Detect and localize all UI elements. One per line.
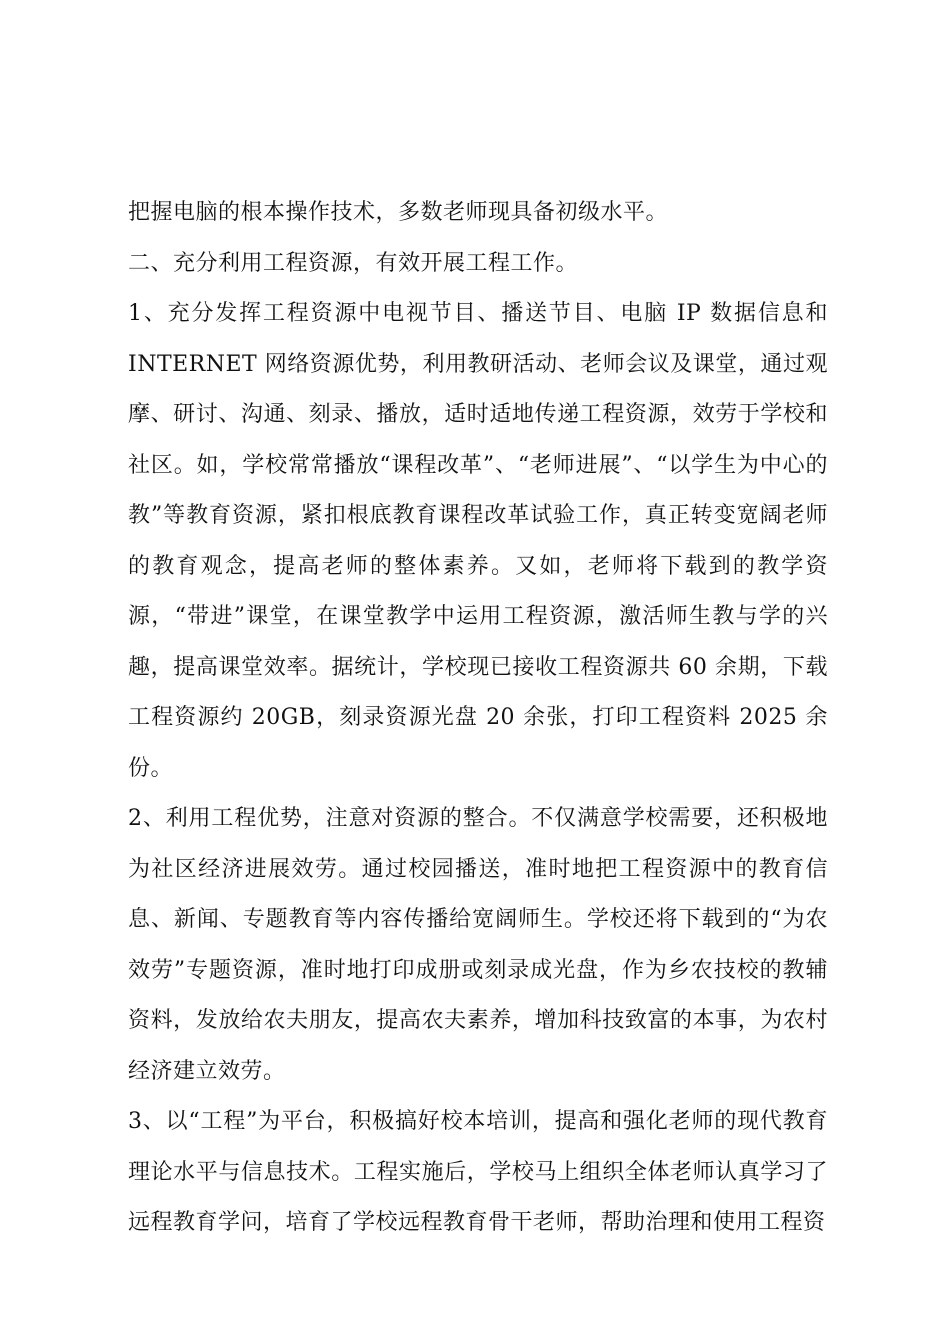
paragraph-item-2: 2、利用工程优势，注意对资源的整合。不仅满意学校需要，还积极地为社区经济进展效劳。通过校园播送，准时地把工程资源中的教育信息、新闻、专题教育等内容传播给宽阔师生。学校还将下载到的“为农效劳”专题资源，准时地打印成册或刻录成光盘，作为乡农技校的教辅资料，发放给农夫朋友，提高农夫素养，增加科技致富的本事，为农村经济建立效劳。 [128,806,828,1084]
paragraph-item-1: 1、充分发挥工程资源中电视节目、播送节目、电脑 IP 数据信息和 INTERNET 网络资源优势，利用教研活动、老师会议及课堂，通过观摩、研讨、沟通、刻录、播放，适时适地传递工程资源，效劳于学校和社区。如，学校常常播放“课程改革”、“老师进展”、“以学生为中心的教”等教育资源，紧扣根底教育课程改革试验工作，真正转变宽阔老师的教育观念，提高老师的整体素养。又如，老师将下载到的教学资源，“带进”课堂，在课堂教学中运用工程资源，激活师生教与学的兴趣，提高课堂效率。据统计，学校现已接收工程资源共 60 余期，下载工程资源约 20GB，刻录资源光盘 20 余张，打印工程资料 2025 余份。 [128,301,828,781]
paragraph-item-3: 3、以“工程”为平台，积极搞好校本培训，提高和强化老师的现代教育理论水平与信息技术。工程实施后，学校马上组织全体老师认真学习了远程教育学问，培育了学校远程教育骨干老师，帮助治理和使用工程资 [128,1109,828,1235]
section-heading: 二、充分利用工程资源，有效开展工程工作。 [128,250,579,276]
paragraph-continuation: 把握电脑的根本操作技术，多数老师现具备初级水平。 [128,200,669,225]
document-body [128,188,828,1249]
